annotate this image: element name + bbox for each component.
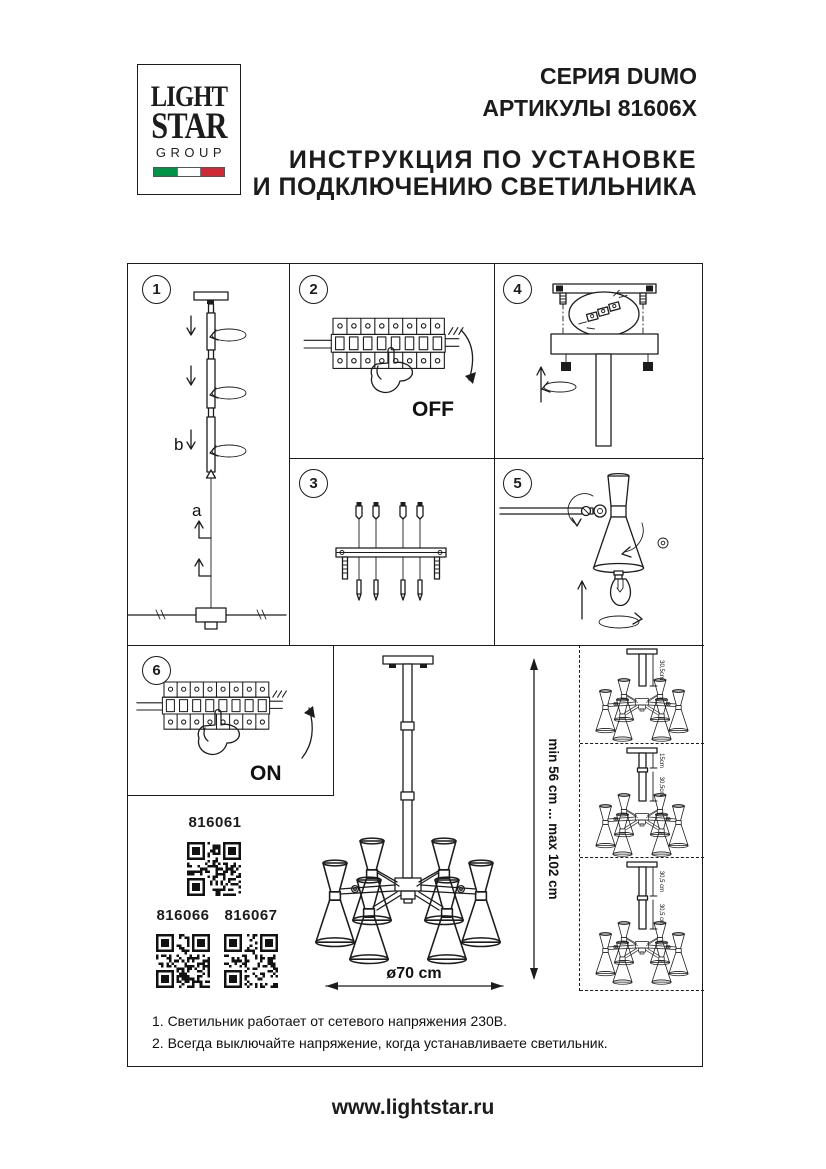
diameter-dimension-label: ø70 cm <box>386 965 442 982</box>
instruction-board <box>127 263 703 1067</box>
part-b-label: b <box>174 435 184 454</box>
off-label: OFF <box>412 398 454 421</box>
step3-mounting-bracket-diagram <box>298 474 498 642</box>
logo-word-group: GROUP <box>155 145 227 160</box>
step-badge-2 <box>299 275 328 304</box>
variant2-segment2-label: 30,5cm <box>658 776 664 797</box>
variant3-diagram <box>580 859 704 990</box>
step4-canopy-wiring-diagram <box>500 280 700 452</box>
flag-red-stripe <box>201 168 224 176</box>
qr-code-816066 <box>156 934 210 988</box>
variant1-diagram <box>580 646 704 743</box>
step-badge-6 <box>142 656 171 685</box>
step-number-5: 5 <box>513 475 522 492</box>
step1-rod-assembly-diagram <box>136 290 286 642</box>
rod-length-variants <box>579 645 704 991</box>
website-link: www.lightstar.ru <box>331 1096 495 1119</box>
step-number-1: 1 <box>152 281 161 298</box>
step2-power-off-diagram <box>298 292 498 456</box>
series-title: СЕРИЯ DUMO <box>539 63 697 89</box>
height-dimension <box>522 652 566 986</box>
variant-box-3 <box>580 858 704 991</box>
variant3-segment1-label: 30,5 cm <box>658 870 664 893</box>
instruction-title-line2: И ПОДКЛЮЧЕНИЮ СВЕТИЛЬНИКА <box>252 173 697 201</box>
step-number-3: 3 <box>309 475 318 492</box>
variant3-segment2-label: 30,5 cm <box>658 903 664 926</box>
variant-box-1 <box>580 645 704 744</box>
variant2-diagram <box>580 745 704 857</box>
chandelier-dimension-diagram <box>294 650 558 994</box>
variant1-segment1-label: 30,5cm <box>658 660 664 680</box>
header-text <box>253 60 697 201</box>
height-dimension-label: min 56 cm ... max 102 cm <box>546 738 561 900</box>
part-a-label: a <box>192 501 202 520</box>
qr-article-label-816061: 816061 <box>188 814 242 831</box>
step-badge-4 <box>503 275 532 304</box>
instruction-title-line1: ИНСТРУКЦИЯ ПО УСТАНОВКЕ <box>288 146 697 174</box>
qr-article-label-816067: 816067 <box>224 907 278 924</box>
step-number-6: 6 <box>152 662 161 679</box>
step-badge-1 <box>142 275 171 304</box>
step-number-4: 4 <box>513 281 522 298</box>
divider-col1 <box>289 264 290 645</box>
step5-shade-bulb-diagram <box>500 464 704 642</box>
note-line-2: 2. Всегда выключайте напряжение, когда устанавливаете светильник. <box>152 1035 608 1051</box>
italian-flag-bar <box>153 167 225 177</box>
on-label: ON <box>250 762 282 785</box>
fixing-screws <box>357 557 422 600</box>
side-studs <box>343 557 440 579</box>
qr-code-816061 <box>187 842 241 896</box>
divider-row-mid <box>289 458 704 459</box>
step-badge-5 <box>503 469 532 498</box>
flag-white-stripe <box>177 168 202 176</box>
step-number-2: 2 <box>309 281 318 298</box>
anchor-screws <box>356 502 423 548</box>
note-line-1: 1. Светильник работает от сетевого напряжения 230В. <box>152 1013 508 1029</box>
logo-word-light: LIGHT <box>150 80 228 113</box>
flag-green-stripe <box>154 168 177 176</box>
step-badge-3 <box>299 469 328 498</box>
variant-box-2 <box>580 744 704 858</box>
lightstar-logo <box>137 64 241 195</box>
variant2-segment1-label: 15cm <box>658 753 664 768</box>
qr-code-816067 <box>224 934 278 988</box>
logo-word-star: STAR <box>151 106 227 147</box>
safety-notes <box>152 1010 608 1054</box>
articles-title: АРТИКУЛЫ 81606X <box>482 95 697 121</box>
qr-article-label-816066: 816066 <box>156 907 210 924</box>
